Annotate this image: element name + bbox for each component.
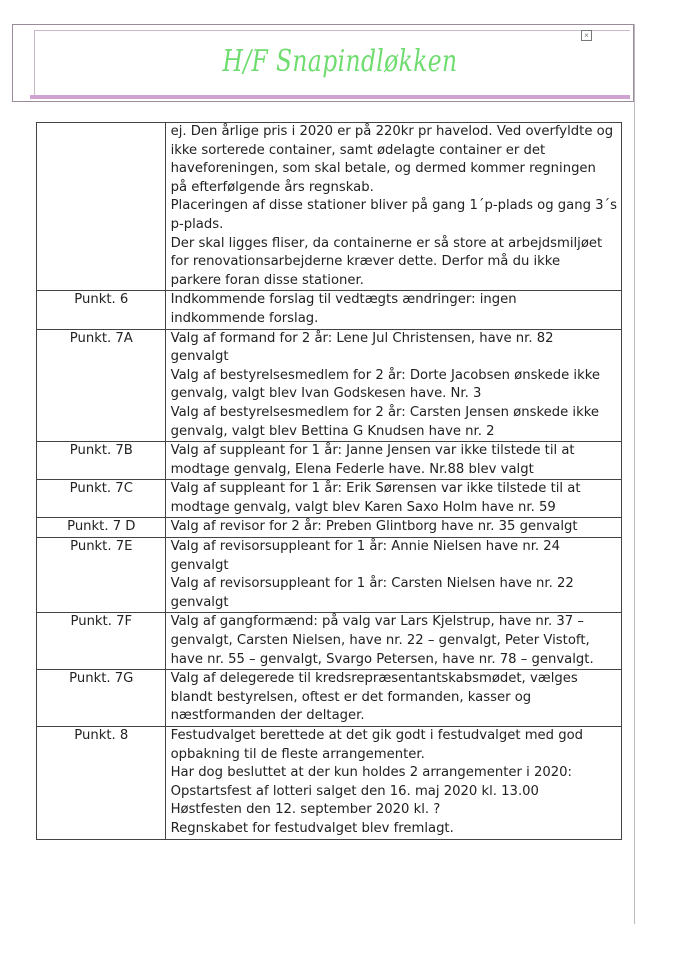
- table-row: [37, 442, 622, 480]
- content-line: ej. Den årlige pris i 2020 er på 220kr pr havelod. Ved overfyldte og: [170, 124, 614, 139]
- agenda-item-label: Punkt. 7B: [37, 442, 166, 480]
- content-line: indkommende forslag.: [170, 310, 319, 326]
- agenda-item-label: Punkt. 7E: [37, 538, 166, 613]
- agenda-item-content: [165, 329, 621, 442]
- minutes-table: [36, 122, 622, 840]
- content-line: for renovationsarbejderne kræver dette. Derfor må du ikke: [170, 254, 561, 270]
- content-line: Valg af gangformænd: på valg var Lars Kjelstrup, have nr. 37 –: [170, 614, 584, 630]
- content-line: Festudvalget berettede at det gik godt i festudvalget med god: [170, 728, 584, 743]
- content-line: opbakning til de fleste arrangementer.: [170, 746, 425, 762]
- content-line: genvalg, valgt blev Bettina G Knudsen have nr. 2: [170, 423, 495, 439]
- agenda-item-label: Punkt. 6: [37, 291, 166, 329]
- table-row: [37, 123, 622, 291]
- table-row: [37, 613, 622, 670]
- content-line: parkere foran disse stationer.: [170, 272, 364, 288]
- content-line: Valg af bestyrelsesmedlem for 2 år: Carsten Jensen ønskede ikke: [170, 404, 599, 420]
- content-line: Valg af suppleant for 1 år: Erik Sørensen var ikke tilstede til at: [170, 481, 581, 497]
- content-line: modtage genvalg, valgt blev Karen Saxo Holm have nr. 59: [170, 499, 556, 515]
- agenda-item-label: Punkt. 7 D: [37, 518, 166, 538]
- table-row: [37, 480, 622, 518]
- content-line: Har dog besluttet at der kun holdes 2 arrangementer i 2020:: [170, 765, 572, 781]
- content-line: Placeringen af disse stationer bliver på gang 1´p-plads og gang 3´s: [170, 198, 617, 214]
- content-line: Valg af revisorsuppleant for 1 år: Annie Nielsen have nr. 24: [170, 539, 561, 555]
- agenda-item-label: Punkt. 7A: [37, 329, 166, 442]
- content-line: Opstartsfest af lotteri salget den 16. maj 2020 kl. 13.00: [170, 783, 539, 799]
- content-line: Der skal ligges fliser, da containerne er så store at arbejdsmiljøet: [170, 235, 603, 251]
- content-line: genvalg, valgt blev Ivan Godskesen have. Nr. 3: [170, 386, 482, 402]
- table-row: [37, 538, 622, 613]
- agenda-item-label: Punkt. 7F: [37, 613, 166, 670]
- content-line: genvalgt: [170, 594, 229, 610]
- content-line: p-plads.: [170, 216, 224, 232]
- content-line: næstformanden der deltager.: [170, 708, 365, 724]
- content-line: have nr. 55 – genvalgt, Svargo Petersen, have nr. 78 – genvalgt.: [170, 651, 594, 667]
- table-row: [37, 727, 622, 840]
- agenda-item-content: [165, 670, 621, 727]
- content-line: på efterfølgende års regnskab.: [170, 179, 374, 195]
- content-line: ikke sorterede container, samt ødelagte container er det: [170, 142, 546, 158]
- table-row: [37, 329, 622, 442]
- content-line: Valg af delegerede til kredsrepræsentantskabsmødet, vælges: [170, 671, 578, 687]
- content-line: genvalgt: [170, 349, 229, 365]
- content-line: modtage genvalg, Elena Federle have. Nr.88 blev valgt: [170, 461, 534, 477]
- table-row: [37, 670, 622, 727]
- agenda-item-content: [165, 480, 621, 518]
- content-line: Valg af revisorsuppleant for 1 år: Carsten Nielsen have nr. 22: [170, 576, 574, 592]
- table-row: [37, 518, 622, 538]
- broken-image-icon: ×: [581, 30, 592, 41]
- agenda-item-content: [165, 538, 621, 613]
- agenda-item-content: [165, 727, 621, 840]
- content-line: genvalgt: [170, 557, 229, 573]
- agenda-item-label: Punkt. 8: [37, 727, 166, 840]
- content-line: Valg af bestyrelsesmedlem for 2 år: Dorte Jacobsen ønskede ikke: [170, 367, 601, 383]
- agenda-item-label: [37, 123, 166, 291]
- content-line: Indkommende forslag til vedtægts ændringer: ingen: [170, 292, 517, 308]
- content-line: Valg af formand for 2 år: Lene Jul Christensen, have nr. 82: [170, 330, 554, 346]
- agenda-item-content: [165, 518, 621, 538]
- content-line: Valg af revisor for 2 år: Preben Glintborg have nr. 35 genvalgt: [170, 519, 578, 535]
- agenda-item-label: Punkt. 7C: [37, 480, 166, 518]
- agenda-item-content: [165, 442, 621, 480]
- content-line: Regnskabet for festudvalget blev fremlagt.: [170, 820, 454, 836]
- agenda-item-content: [165, 123, 621, 291]
- content-line: blandt bestyrelsen, oftest er det formanden, kasser og: [170, 689, 532, 705]
- agenda-item-label: Punkt. 7G: [37, 670, 166, 727]
- table-row: [37, 291, 622, 329]
- content-line: genvalgt, Carsten Nielsen, have nr. 22 – genvalgt, Peter Vistoft,: [170, 633, 590, 649]
- agenda-item-content: [165, 291, 621, 329]
- content-line: haveforeningen, som skal betale, og dermed kommer regningen: [170, 161, 596, 177]
- page-margin-line: [634, 24, 635, 924]
- content-line: Høstfesten den 12. september 2020 kl. ?: [170, 802, 441, 818]
- header-accent-bar: [30, 95, 630, 99]
- organization-title: H/F Snapindløkken: [222, 44, 458, 79]
- content-line: Valg af suppleant for 1 år: Janne Jensen var ikke tilstede til at: [170, 443, 575, 459]
- agenda-item-content: [165, 613, 621, 670]
